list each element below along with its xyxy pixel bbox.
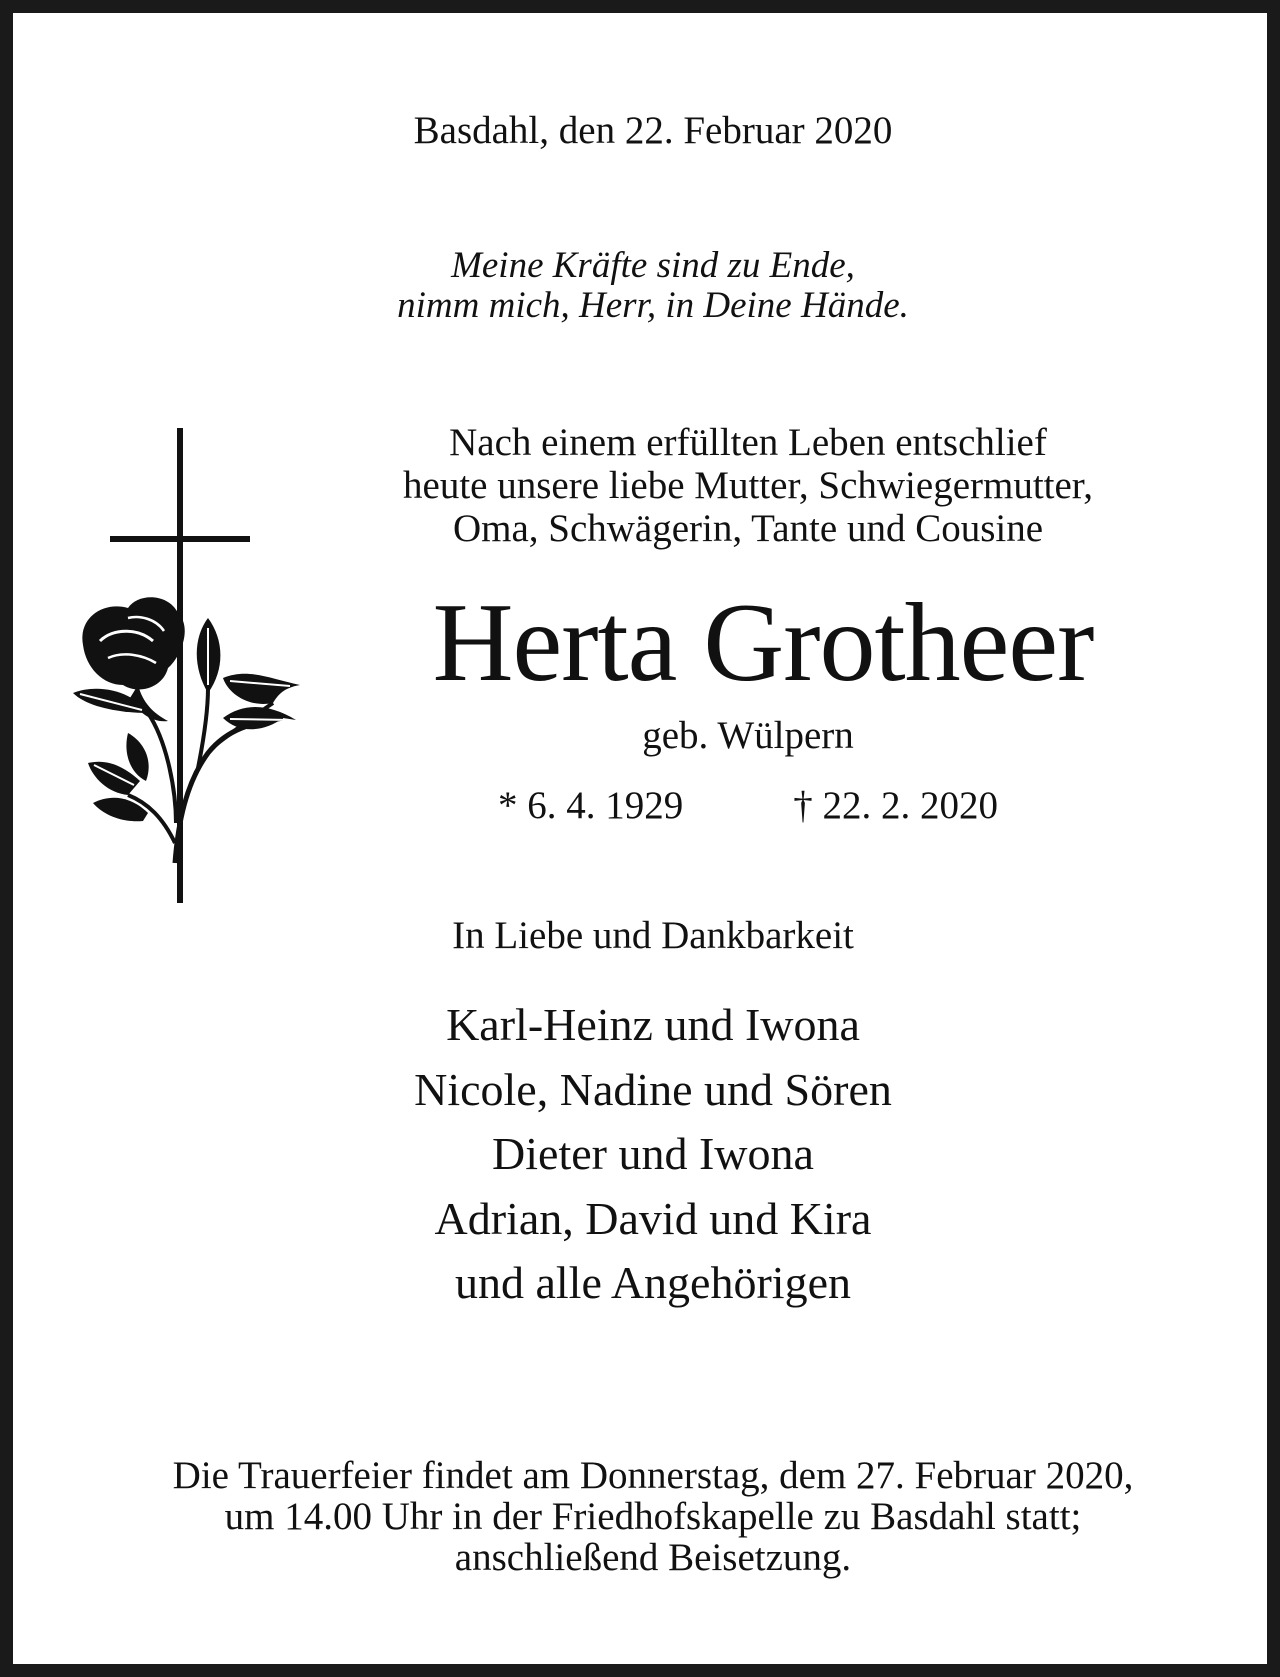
funeral-service-info <box>13 1455 1280 1578</box>
life-dates <box>333 783 1163 828</box>
intro-text <box>333 421 1163 550</box>
verse-line: Meine Kräfte sind zu Ende, <box>451 245 855 286</box>
deceased-name: Herta Grotheer <box>432 581 1094 705</box>
mourners-list <box>13 993 1280 1316</box>
verse-line: nimm mich, Herr, in Deine Hände. <box>397 285 909 326</box>
intro-line: Oma, Schwägerin, Tante und Cousine <box>452 507 1044 550</box>
birth-date: * 6. 4. 1929 <box>498 784 684 827</box>
service-line: anschließend Beisetzung. <box>454 1536 852 1579</box>
death-date: † 22. 2. 2020 <box>793 784 998 827</box>
mourner-line: Nicole, Nadine und Sören <box>414 1063 892 1115</box>
cross-with-rose-icon <box>68 423 318 913</box>
service-line: um 14.00 Uhr in der Friedhofskapelle zu Basdahl statt; <box>224 1495 1082 1538</box>
place-date: Basdahl, den 22. Februar 2020 <box>413 109 893 152</box>
mourner-line: Dieter und Iwona <box>492 1128 814 1179</box>
mourner-line: Karl-Heinz und Iwona <box>446 999 860 1050</box>
birth-name: geb. Wülpern <box>642 714 854 757</box>
closing-phrase: In Liebe und Dankbarkeit <box>452 914 854 957</box>
mourner-line: Adrian, David und Kira <box>434 1192 872 1244</box>
mourner-line: und alle Angehörigen <box>454 1257 851 1308</box>
bible-verse <box>13 246 1280 326</box>
intro-line: Nach einem erfüllten Leben entschlief <box>449 421 1047 464</box>
intro-line: heute unsere liebe Mutter, Schwiegermutter, <box>403 464 1093 507</box>
service-line: Die Trauerfeier findet am Donnerstag, dem 27. Februar 2020, <box>172 1454 1134 1497</box>
